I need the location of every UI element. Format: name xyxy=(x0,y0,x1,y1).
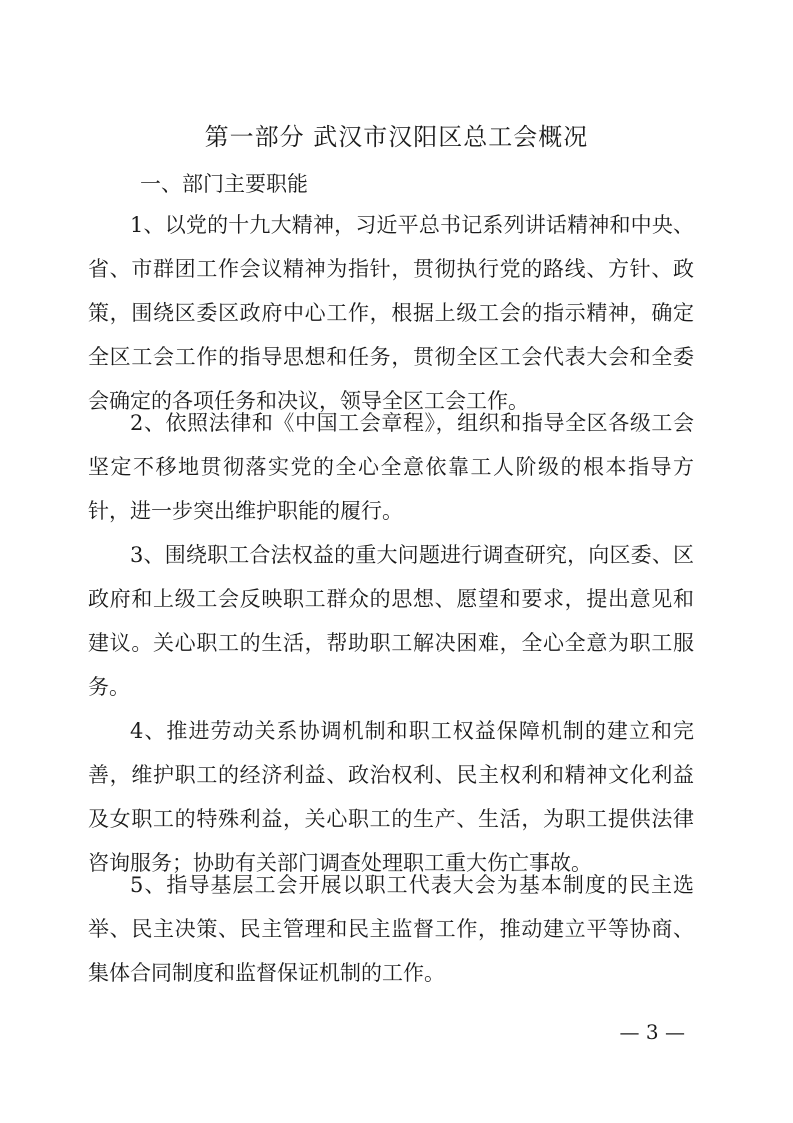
section-heading: 一、部门主要职能 xyxy=(140,172,308,196)
duty-paragraph-1: 1、以党的十九大精神，习近平总书记系列讲话精神和中央、省、市群团工作会议精神为指针，贯彻执行党的路线、方针、政策，围绕区委区政府中心工作，根据上级工会的指示精神，确定全区工会工作的指导思想和任务，贯彻全区工会代表大会和全委会确定的各项任务和决议，领导全区工会工作。 xyxy=(88,213,694,413)
duty-paragraph-3: 3、围绕职工合法权益的重大问题进行调查研究，向区委、区政府和上级工会反映职工群众的思想、愿望和要求，提出意见和建议。关心职工的生活，帮助职工解决困难，全心全意为职工服务。 xyxy=(88,543,694,699)
page-title: 第一部分 武汉市汉阳区总工会概况 xyxy=(204,123,589,151)
duty-paragraph-5: 5、指导基层工会开展以职工代表大会为基本制度的民主选举、民主决策、民主管理和民主监督工作，推动建立平等协商、集体合同制度和监督保证机制的工作。 xyxy=(88,873,694,985)
duty-paragraph-4: 4、推进劳动关系协调机制和职工权益保障机制的建立和完善，维护职工的经济利益、政治权利、民主权利和精神文化利益及女职工的特殊利益，关心职工的生产、生活，为职工提供法律咨询服务；协助有关部门调查处理职工重大伤亡事故。 xyxy=(88,719,694,875)
page-number: — 3 — xyxy=(619,1020,685,1044)
duty-paragraph-2: 2、依照法律和《中国工会章程》，组织和指导全区各级工会坚定不移地贯彻落实党的全心全意依靠工人阶级的根本指导方针，进一步突出维护职能的履行。 xyxy=(88,411,694,523)
